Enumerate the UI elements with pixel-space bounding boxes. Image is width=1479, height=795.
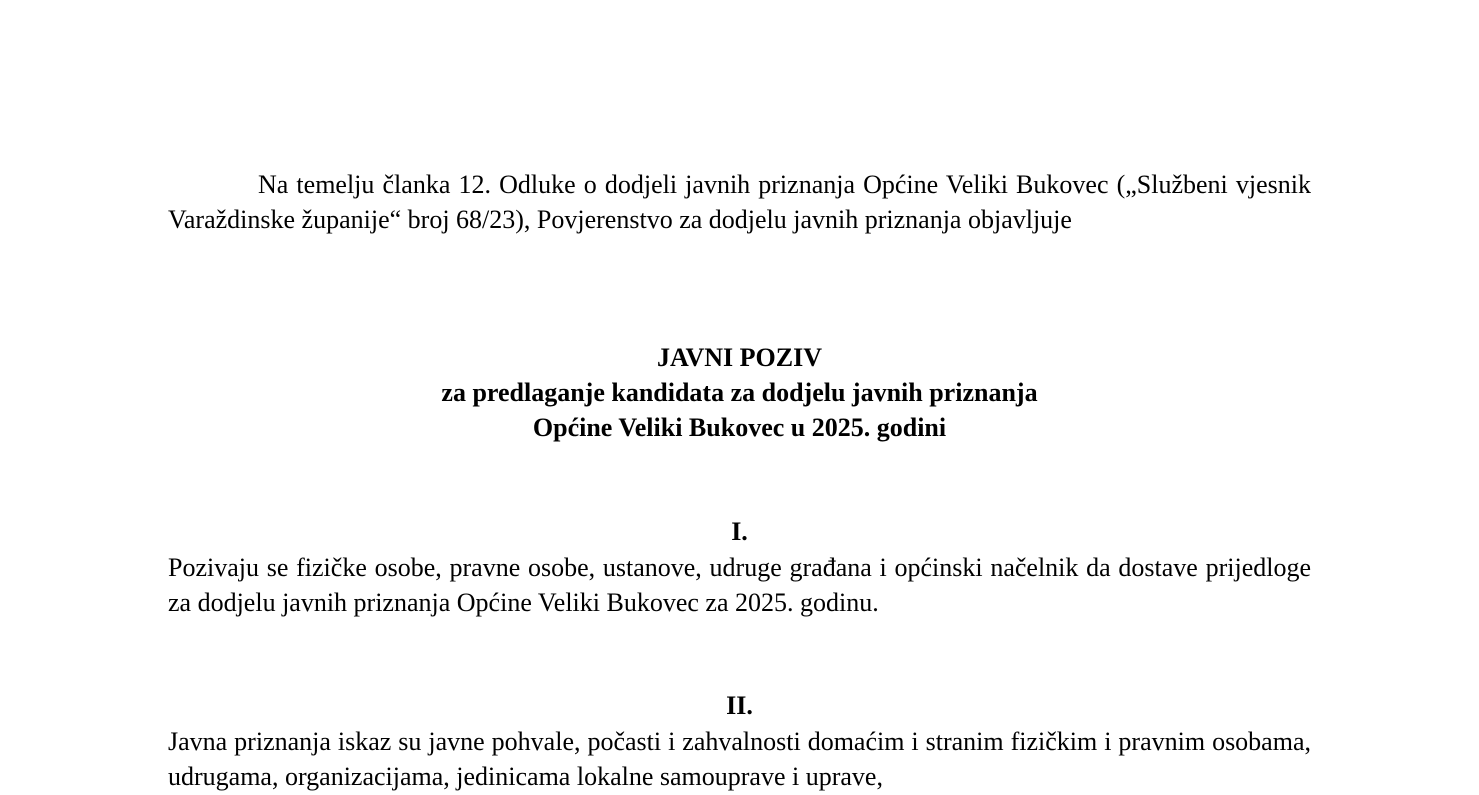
title-line-1: JAVNI POZIV <box>657 343 822 372</box>
intro-paragraph: Na temelju članka 12. Odluke o dodjeli javnih priznanja Općine Veliki Bukovec („Službeni vjesnik Varaždinske županije“ broj 68/23), Povjerenstvo za dodjelu javnih priznanja objavljuje <box>168 170 1311 234</box>
title-line-3: Općine Veliki Bukovec u 2025. godini <box>532 413 947 442</box>
section-2-paragraph: Javna priznanja iskaz su javne pohvale, počasti i zahvalnosti domaćim i stranim fizičkim i pravnim osobama, udrugama, organizacijama, jedinicama lokalne samouprave i uprave, <box>168 727 1311 791</box>
document-title <box>168 340 1311 445</box>
title-line-2: za predlaganje kandidata za dodjelu javnih priznanja <box>441 378 1038 407</box>
section-1-paragraph: Pozivaju se fizičke osobe, pravne osobe, ustanove, udruge građana i općinski načelnik da dostave prijedloge za dodjelu javnih priznanja Općine Veliki Bukovec za 2025. godinu. <box>168 553 1311 617</box>
section-numeral-1: I. <box>731 517 748 546</box>
section-numeral-2: II. <box>726 691 753 720</box>
